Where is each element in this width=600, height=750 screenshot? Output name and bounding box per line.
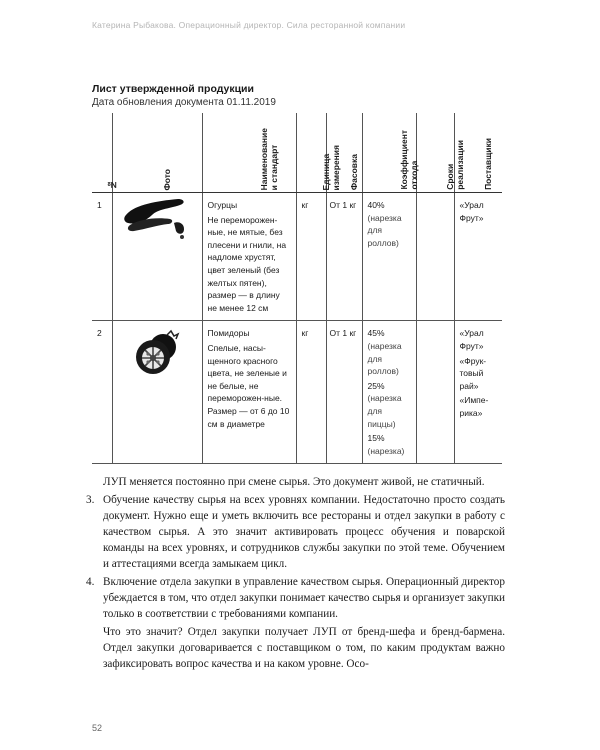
page-number: 52 bbox=[92, 723, 103, 733]
list-item-4: 4. Включение отдела закупки в управление качеством сырья. Операционный директор убеждается в том, что отдел закупки понимает качество сырья и организует закупки только в соответствии с требованиями компании. bbox=[86, 576, 505, 620]
shelf-life bbox=[417, 193, 454, 205]
cucumbers-photo bbox=[113, 193, 202, 239]
packing: От 1 кг bbox=[329, 328, 357, 339]
unit: кг bbox=[301, 200, 309, 210]
product-standard: Не переморожен-ные, не мятые, без плесени и гнили, на надломе хрустят, цвет зеленый (без желтых пятен), размер — в длину не менее 12 см bbox=[207, 214, 287, 313]
product-table bbox=[92, 113, 502, 464]
header-packing: Фасовка bbox=[326, 113, 362, 193]
suppliers: «Урал Фрут» bbox=[459, 200, 484, 223]
table-header-row bbox=[92, 113, 502, 193]
row-number: 1 bbox=[97, 200, 102, 210]
table-row bbox=[92, 193, 502, 321]
waste-coefficient: 45% (нарезка для роллов) 25% (нарезка для пиццы) 15% (нарезка) bbox=[367, 328, 405, 456]
product-name-standard bbox=[203, 321, 296, 436]
shelf-life bbox=[417, 321, 454, 333]
paragraph: Что это значит? Отдел закупки получает ЛУП от бренд-шефа и бренд-бармена. Отдел закупки договаривается с поставщиком о том, по каким продуктам важно зафиксировать вопрос качества и на каком уровне. Осо- bbox=[103, 626, 505, 670]
packing: От 1 кг bbox=[329, 200, 357, 210]
running-head: Катерина Рыбакова. Операционный директор. Сила ресторанной компании bbox=[92, 20, 406, 30]
body-text bbox=[86, 474, 505, 672]
product-name: Огурцы bbox=[207, 200, 238, 210]
tomatoes-photo bbox=[113, 321, 202, 381]
header-number: № bbox=[92, 113, 112, 193]
product-name-standard bbox=[203, 193, 296, 320]
waste-coefficient: 40% (нарезка для роллов) bbox=[367, 200, 402, 248]
product-standard: Спелые, насы-щенного красного цвета, не зеленые и не белые, не переморожен-ные. Размер — от 6 до 10 см в диаметре bbox=[207, 342, 290, 429]
header-waste: Коэффициент отхода bbox=[362, 113, 416, 193]
suppliers: «Урал Фрут» «Фрук-товый рай» «Импе-рика» bbox=[459, 328, 489, 418]
document-date: Дата обновления документа 01.11.2019 bbox=[92, 97, 276, 108]
header-shelf-life: Сроки реализации bbox=[416, 113, 454, 193]
list-item-3: 3. Обучение качеству сырья на всех уровнях компании. Недостаточно просто создать документ. Нужно еще и уметь включить все рестораны и отдел закупки в работу с качеством сырья. А это значит активировать процесс обучения и поварской команды на всех уровнях, и сотрудников службы закупки по этой теме. Обучением и аттестациями всегда замыкаем цикл. bbox=[86, 494, 505, 570]
product-name: Помидоры bbox=[207, 328, 250, 339]
row-number: 2 bbox=[97, 328, 102, 339]
header-unit: Единица измерения bbox=[296, 113, 326, 193]
document-title: Лист утвержденной продукции bbox=[92, 83, 254, 95]
header-name-standard: Наименование и стандарт bbox=[202, 113, 296, 193]
table-row bbox=[92, 321, 502, 464]
paragraph: ЛУП меняется постоянно при смене сырья. Это документ живой, не статичный. bbox=[103, 476, 485, 488]
header-suppliers: Поставщики bbox=[454, 113, 502, 193]
header-photo: Фото bbox=[112, 113, 202, 193]
unit: кг bbox=[301, 328, 309, 339]
